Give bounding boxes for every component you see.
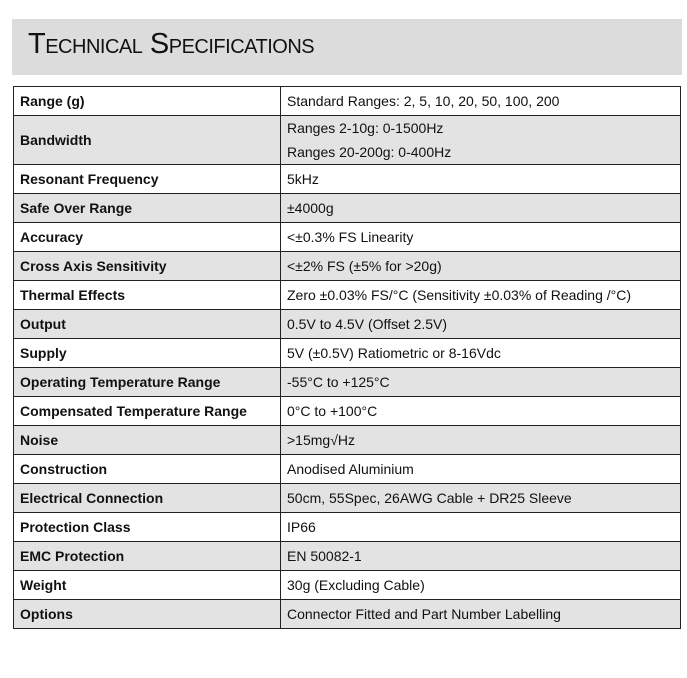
spec-value: Standard Ranges: 2, 5, 10, 20, 50, 100, 200	[281, 87, 681, 116]
spec-value: IP66	[281, 513, 681, 542]
spec-label: Operating Temperature Range	[14, 368, 281, 397]
spec-value: Anodised Aluminium	[281, 455, 681, 484]
spec-value	[281, 116, 681, 165]
table-row	[14, 484, 681, 513]
spec-value: 0.5V to 4.5V (Offset 2.5V)	[281, 310, 681, 339]
table-row	[14, 87, 681, 116]
spec-value-line: Ranges 20-200g: 0-400Hz	[287, 144, 452, 160]
table-row	[14, 281, 681, 310]
spec-label: Range (g)	[14, 87, 281, 116]
spec-value: EN 50082-1	[281, 542, 681, 571]
table-row	[14, 455, 681, 484]
spec-value: -55°C to +125°C	[281, 368, 681, 397]
spec-label: Protection Class	[14, 513, 281, 542]
table-row	[14, 194, 681, 223]
spec-value: >15mg√Hz	[281, 426, 681, 455]
spec-value: <±0.3% FS Linearity	[281, 223, 681, 252]
spec-label: Supply	[14, 339, 281, 368]
spec-label: Electrical Connection	[14, 484, 281, 513]
table-row	[14, 223, 681, 252]
spec-label: Bandwidth	[14, 116, 281, 165]
table-row	[14, 571, 681, 600]
spec-label: EMC Protection	[14, 542, 281, 571]
specifications-table	[13, 86, 681, 629]
spec-value: 5V (±0.5V) Ratiometric or 8-16Vdc	[281, 339, 681, 368]
spec-label: Compensated Temperature Range	[14, 397, 281, 426]
spec-value-line: Ranges 2-10g: 0-1500Hz	[287, 120, 444, 136]
table-row	[14, 339, 681, 368]
spec-label: Construction	[14, 455, 281, 484]
table-row	[14, 397, 681, 426]
spec-label: Safe Over Range	[14, 194, 281, 223]
spec-label: Cross Axis Sensitivity	[14, 252, 281, 281]
table-row	[14, 116, 681, 165]
table-row	[14, 426, 681, 455]
spec-label: Options	[14, 600, 281, 629]
spec-label: Accuracy	[14, 223, 281, 252]
spec-label: Thermal Effects	[14, 281, 281, 310]
table-row	[14, 513, 681, 542]
spec-value: Connector Fitted and Part Number Labelling	[281, 600, 681, 629]
table-row	[14, 165, 681, 194]
spec-value: 0°C to +100°C	[281, 397, 681, 426]
spec-label: Noise	[14, 426, 281, 455]
section-header	[12, 19, 682, 75]
spec-label: Resonant Frequency	[14, 165, 281, 194]
spec-value: <±2% FS (±5% for >20g)	[281, 252, 681, 281]
spec-value: 30g (Excluding Cable)	[281, 571, 681, 600]
spec-value: Zero ±0.03% FS/°C (Sensitivity ±0.03% of Reading /°C)	[281, 281, 681, 310]
table-row	[14, 368, 681, 397]
spec-value: 50cm, 55Spec, 26AWG Cable + DR25 Sleeve	[281, 484, 681, 513]
spec-value: 5kHz	[281, 165, 681, 194]
section-title: Technical Specifications	[28, 28, 315, 60]
spec-value: ±4000g	[281, 194, 681, 223]
table-row	[14, 542, 681, 571]
table-row	[14, 252, 681, 281]
table-row	[14, 310, 681, 339]
spec-label: Weight	[14, 571, 281, 600]
spec-label: Output	[14, 310, 281, 339]
table-row	[14, 600, 681, 629]
